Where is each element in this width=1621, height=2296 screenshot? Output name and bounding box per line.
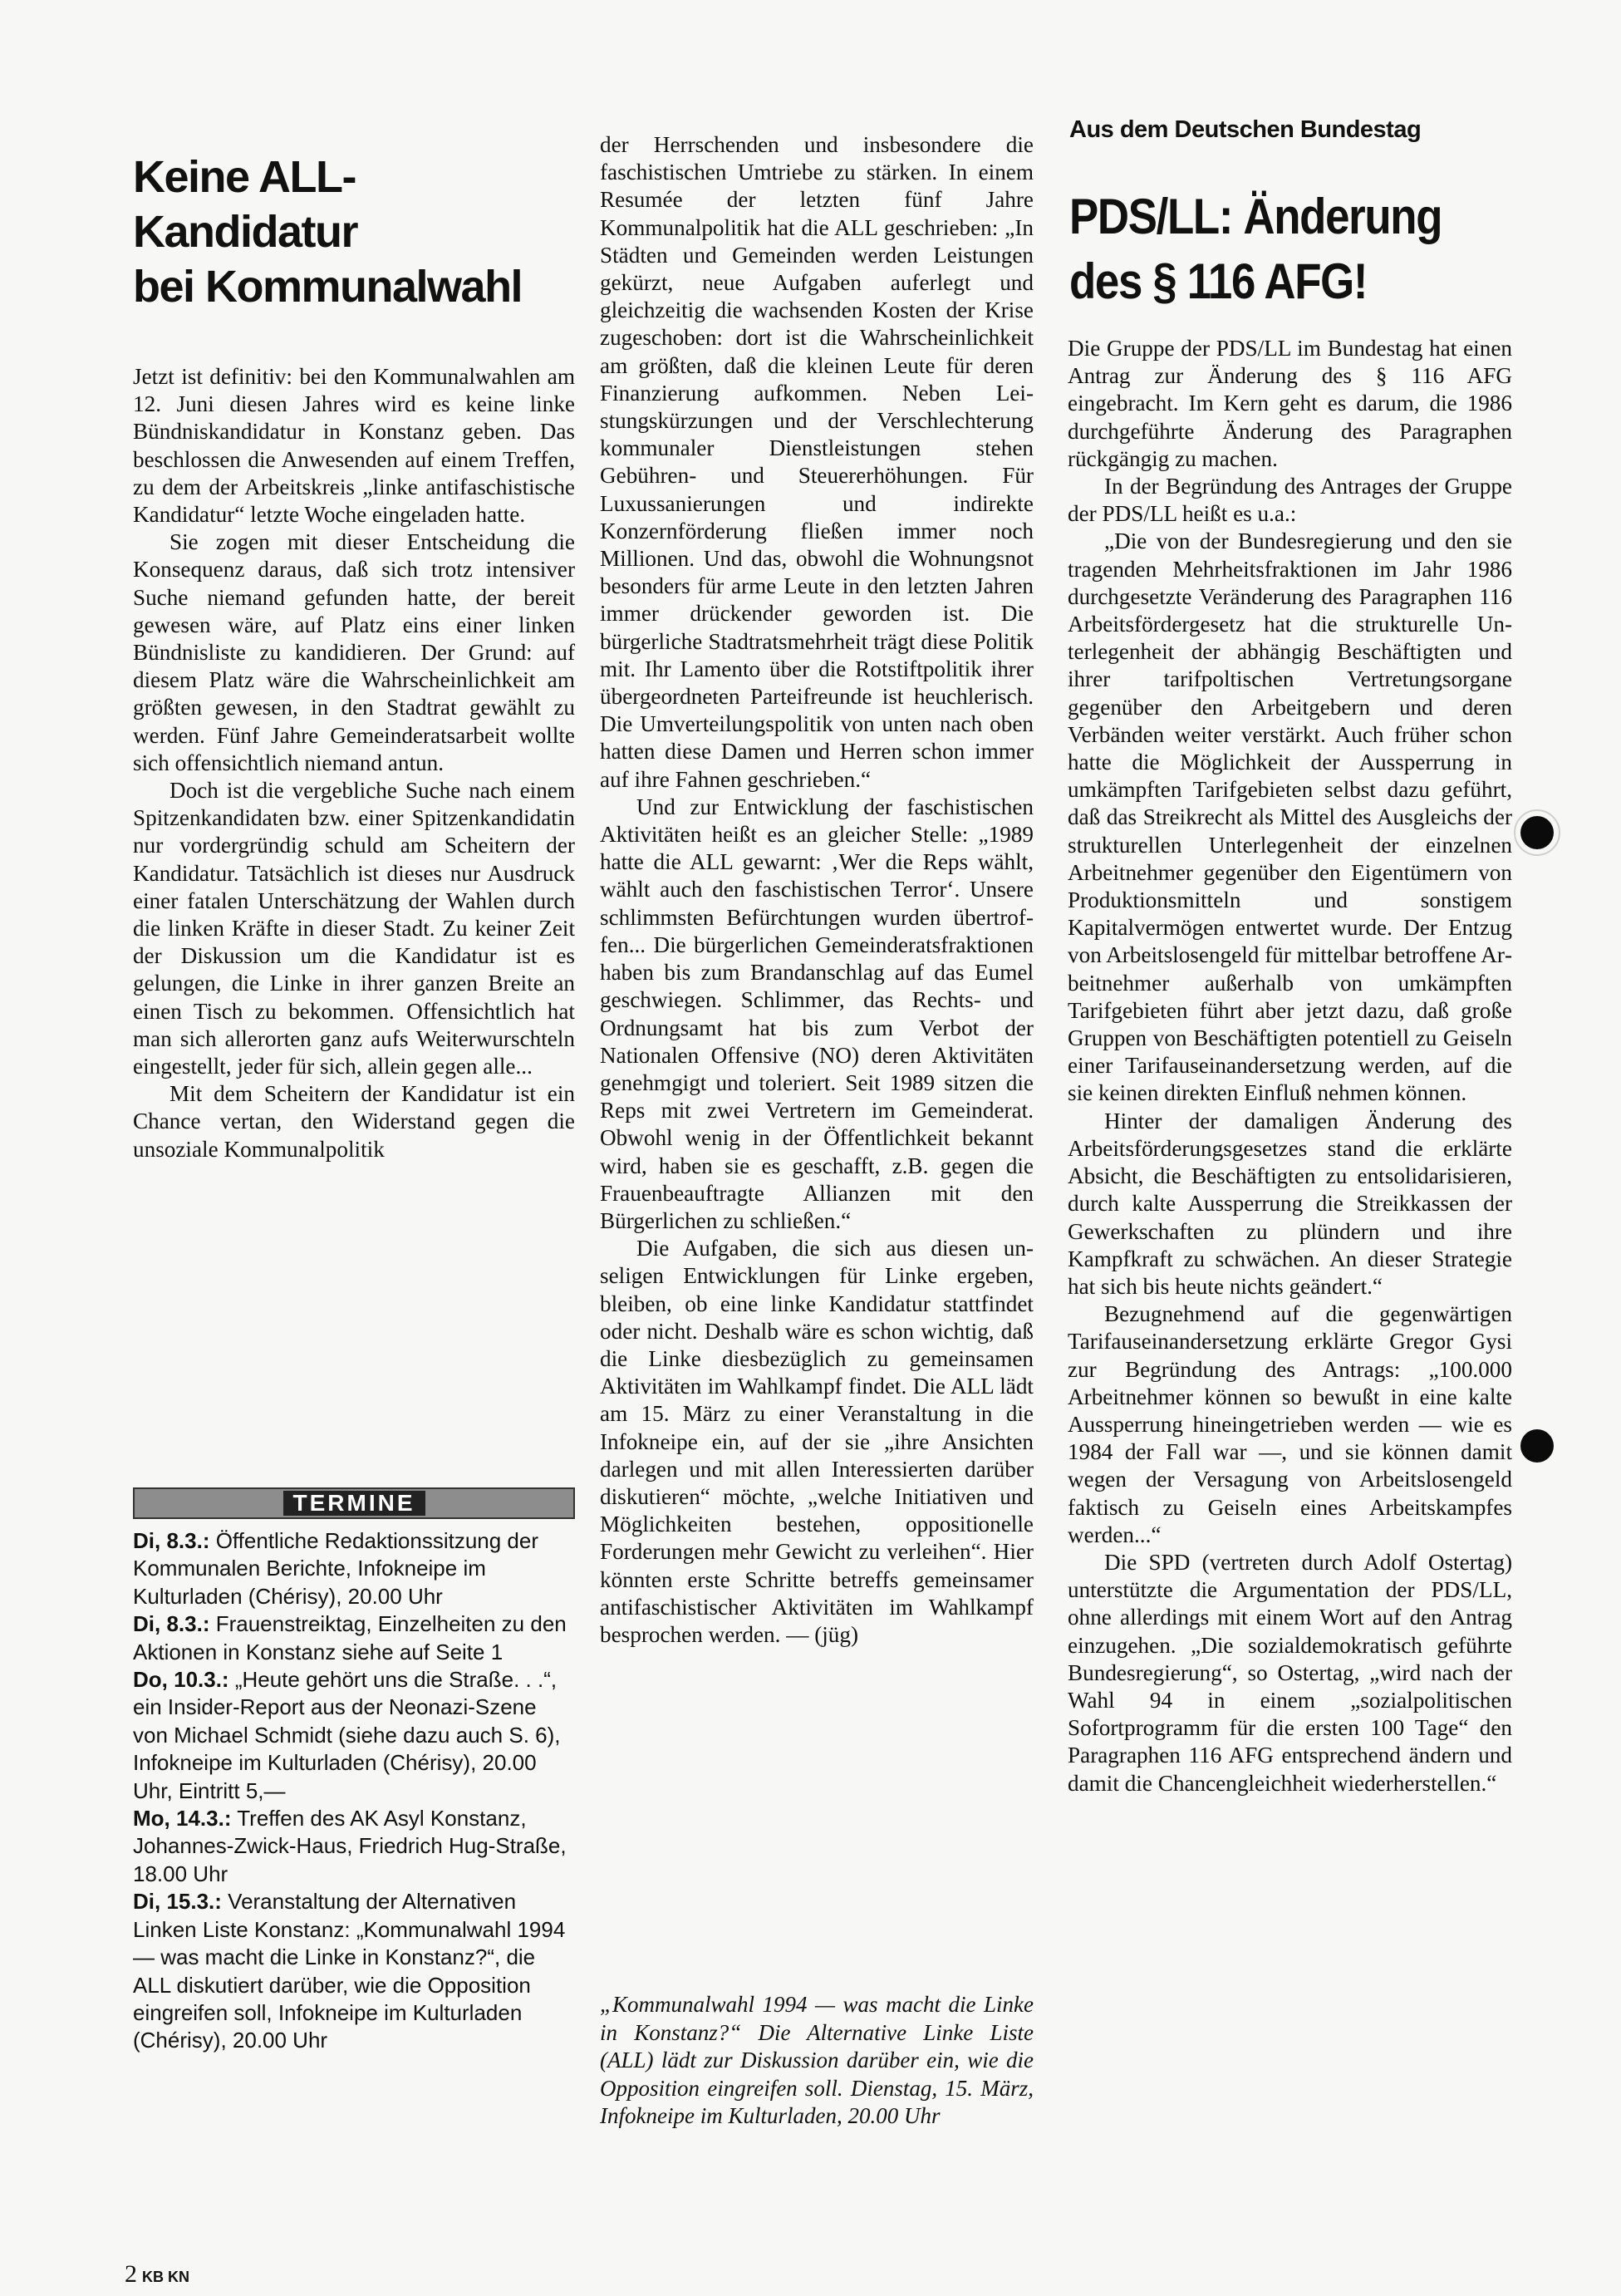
- termine-text: Frauenstreiktag, Einzelheiten zu den Aktionen in Konstanz siehe auf Seite 1: [133, 1611, 567, 1664]
- section-kicker: Aus dem Deutschen Bundestag: [1069, 116, 1422, 143]
- headline-line: Kandidatur: [133, 207, 358, 257]
- termine-item: [133, 1666, 575, 1805]
- paragraph: Sie zogen mit dieser Entscheidung die Konsequenz daraus, daß sich trotz intensiver Suche niemand gefunden hatte, der bereit gewesen wäre, auf Platz eins einer linken Bündnisliste zu kandidieren. Der Grund: auf diesem Platz wäre die Wahrscheinlichkeit am größten gewesen, in den Stadtrat gewählt zu werden. Fünf Jahre Gemeinderatsarbeit wollte sich offensichtlich niemand antun.: [133, 529, 575, 775]
- termine-date: Di, 8.3.:: [133, 1611, 210, 1637]
- page-number: 2: [125, 2260, 137, 2288]
- paragraph: Hinter der damaligen Änderung des Arbeitsförderungsgesetzes stand die erklärte Absicht, die Beschäftigten zu entsolidarisieren, durch kalte Aussperrung die Streikkassen der Gewerkschaften zu plündern und ihre Kampfkraft zu schwächen. An dieser Strategie hat sich bis heute nichts geändert.“: [1068, 1108, 1512, 1299]
- termine-date: Mo, 14.3.:: [133, 1806, 232, 1831]
- termine-header-bar: [133, 1487, 575, 1519]
- paragraph: In der Begründung des Antrages der Gruppe der PDS/LL heißt es u.a.:: [1068, 474, 1512, 527]
- headline-line: bei Kommunalwahl: [133, 262, 523, 312]
- paragraph: Mit dem Scheitern der Kandidatur ist ein Chance vertan, den Widerstand gegen die unsoziale Kommunalpolitik: [133, 1081, 575, 1162]
- termine-date: Do, 10.3.:: [133, 1667, 229, 1693]
- termine-date: Di, 15.3.:: [133, 1889, 222, 1915]
- paragraph: Doch ist die vergebliche Suche nach einem Spitzenkandidaten bzw. einer Spitzenkandidatin nur vordergründig schuld am Scheitern der Kandidatur. Tatsächlich ist dieses nur Ausdruck einer fatalen Unterschätzung der Wahlen durch die linken Kräfte in dieser Stadt. Zu keiner Zeit der Diskussion um die Kandidatur ist es gelungen, die Linke in ihrer ganzen Breite an einen Tisch zu bekommen. Offensichtlich hat man sich allerorten ganz aufs Weiterwurschteln eingestellt, jeder für sich, allein gegen alle...: [133, 778, 575, 1079]
- article-body-middle: [600, 131, 1034, 1649]
- article-body-right: [1068, 335, 1512, 1797]
- termine-item: [133, 1610, 575, 1666]
- termine-item: [133, 1805, 575, 1888]
- page-footer: [125, 2260, 189, 2289]
- article-headline-right: [1069, 184, 1479, 314]
- termine-item: [133, 1527, 575, 1610]
- paragraph: „Die von der Bundesregierung und den sie tragenden Mehrheitsfraktionen im Jahr 1986 durchgesetzte Veränderung des Paragraphen 116 Arbeitsfördergesetz hat die strukturelle Unterlegenheit der abhängig Beschäftigten und ihrer tarifpoltischen Vertretungsorgane gegenüber den Arbeitgebern und deren Verbänden weiter verstärkt. Auch früher schon hatte die Möglichkeit der Aussperrung in umkämpften Tarifgebieten selbst dazu geführt, daß das Streikrecht als Mittel des Ausgleichs der strukturellen Unterlegenheit der einzelnen Arbeitnehmer gegenüber den Eigentümern von Produktionsmitteln und sonstigem Kapitalvermögen entwertet wurde. Der Entzug von Arbeitslosengeld für mittelbar betroffene Arbeitnehmer außerhalb von umkämpften Tarifgebieten führt aber jetzt dazu, daß große Gruppen von Beschäftigten potentiell zu Geiseln einer Tarifauseinandersetzung werden, auf die sie keinen direkten Einfluß nehmen können.: [1068, 529, 1512, 1106]
- headline-line: des § 116 AFG!: [1069, 253, 1368, 309]
- headline-line: PDS/LL: Änderung: [1069, 189, 1442, 244]
- paragraph: Die Aufgaben, die sich aus diesen unseligen Entwicklungen für Linke ergeben, bleiben, ob eine linke Kandidatur stattfindet oder nicht. Deshalb wäre es schon wichtig, daß die Linke diesbezüglich zu gemeinsamen Aktivitäten im Wahlkampf findet. Die ALL lädt am 15. März zu einer Veranstaltung in die Infokneipe ein, auf der sie „ihre Ansichten darlegen und mit allen Interessierten darüber diskutieren“ möchte, „welche Initiativen und Möglichkeiten bestehen, oppositionelle Forderungen mehr Gewicht zu verleihen“. Hier könnten erste Schritte betreffs gemeinsamer antifaschistischer Aktivitäten im Wahlkampf besprochen werden. — (jüg): [600, 1236, 1034, 1647]
- paragraph: Die Gruppe der PDS/LL im Bundestag hat einen Antrag zur Änderung des § 116 AFG eingebracht. Im Kern geht es darum, die 1986 durchgeführte Änderung des Paragraphen rückgängig zu machen.: [1068, 336, 1512, 471]
- termine-box: [133, 1487, 575, 2055]
- article-headline: [133, 150, 582, 314]
- termine-text: Veranstaltung der Alternativen Linken Liste Konstanz: „Kommunalwahl 1994 — was macht die Linke in Konstanz?“, die ALL diskutiert darüber, wie die Opposition eingreifen soll, Infokneipe im Kulturladen (Chérisy), 20.00 Uhr: [133, 1889, 566, 2053]
- punch-hole: [1520, 1429, 1554, 1463]
- paragraph: Jetzt ist definitiv: bei den Kommunalwahlen am 12. Juni diesen Jahres wird es keine linke Bündniskandidatur in Konstanz geben. Das beschlossen die Anwesenden auf einem Treffen, zu dem der Arbeitskreis „linke antifaschistische Kandidatur“ letzte Woche eingeladen hatte.: [133, 364, 575, 528]
- paragraph: Und zur Entwicklung der faschistischen Aktivitäten heißt es an gleicher Stelle: „1989 hatte die ALL gewarnt: ‚Wer die Reps wählt, wählt auch den faschistischen Terror‘. Unsere schlimmsten Befürchtungen wurden übertroffen... Die bürgerlichen Gemeinderatsfraktionen haben bis zum Brandanschlag auf das Eumel geschwiegen. Schlimmer, das Rechts- und Ordnungsamt hat bis zum Verbot der Nationalen Offensive (NO) deren Aktivitäten genehmgigt und toleriert. Seit 1989 sitzen die Reps mit zwei Vertretern im Gemeinderat. Obwohl wenig in der Öffentlichkeit bekannt wird, haben sie es geschafft, z.B. gegen die Frauenbeauftragte Allianzen mit den Bürgerlichen zu schließen.“: [600, 794, 1034, 1233]
- paragraph: Bezugnehmend auf die gegenwärtigen Tarifauseinandersetzung erklärte Gregor Gysi zur Begründung des Antrags: „100.000 Arbeitnehmer können so bewußt in eine kalte Aussperrung hineingetrieben werden — wie es 1984 der Fall war —, und sie können damit wegen der Versagung von Arbeitslosengeld faktisch zu Geiseln eines Arbeitskampfes werden...“: [1068, 1301, 1512, 1547]
- termine-text: „Heute gehört uns die Straße. . .“, ein Insider-Report aus der Neonazi-Szene von Michael Schmidt (siehe dazu auch S. 6), Infokneipe im Kulturladen (Chérisy), 20.00 Uhr, Eintritt 5,—: [133, 1667, 561, 1803]
- headline-line: Keine ALL-: [133, 152, 356, 202]
- termine-text: Treffen des AK Asyl Konstanz, Johannes-Zwick-Haus, Friedrich Hug-Straße, 18.00 Uhr: [133, 1806, 567, 1886]
- termine-item: [133, 1888, 575, 2054]
- termine-text: Öffentliche Redaktionssitzung der Kommunalen Berichte, Infokneipe im Kulturladen (Chérisy), 20.00 Uhr: [133, 1528, 539, 1609]
- termine-list: [133, 1527, 575, 2055]
- paragraph: der Herrschenden und insbesondere die faschistischen Umtriebe zu stärken. In einem Resumée der letzten fünf Jahre Kommunalpolitik hat die ALL geschrieben: „In Städten und Gemeinden werden Leistungen gekürzt, neue Aufgaben auferlegt und gleichzeitig die wachsenden Kosten der Krise zugeschoben: dort ist die Wahrscheinlichkeit am größten, daß die kleinen Leute für deren Finanzierung aufkommen. Neben Leistungskürzungen und der Verschlechterung kommunaler Dienstleistungen stehen Gebühren- und Steuererhöhungen. Für Luxussanierungen und indirekte Konzernförderung fließen immer noch Millionen. Und das, obwohl die Wohnungsnot besonders für arme Leute in den letzten Jahren immer drückender geworden ist. Die bürgerliche Stadtratsmehrheit trägt diese Politik mit. Ihr Lamento über die Rotstiftpolitik ihrer übergeordneten Parteifreunde ist heuchlerisch. Die Umverteilungspolitik von unten nach oben hatten diese Damen und Herren schon immer auf ihre Fahnen geschrieben.“: [600, 132, 1034, 792]
- punch-hole: [1520, 816, 1554, 849]
- event-announcement: „Kommunalwahl 1994 — was macht die Linke in Konstanz?“ Die Alternative Linke Liste (ALL) lädt zur Diskussion darüber ein, wie die Opposition eingreifen soll. Dienstag, 15. März, Infokneipe im Kulturladen, 20.00 Uhr: [600, 1992, 1034, 2129]
- termine-date: Di, 8.3.:: [133, 1528, 210, 1553]
- termine-label: TERMINE: [283, 1491, 425, 1516]
- paragraph: Die SPD (vertreten durch Adolf Ostertag) unterstützte die Argumentation der PDS/LL, ohne allerdings mit einem Wort auf den Antrag einzugehen. „Die sozialdemokratisch geführte Bundesregierung“, so Ostertag, „wird nach der Wahl 94 in einem „sozialpolitischen Sofortprogramm für die ersten 100 Tage“ den Paragraphen 116 AFG entsprechend ändern und damit die Chancengleichheit wiederherstellen.“: [1068, 1549, 1512, 1796]
- publication-name: KB KN: [142, 2269, 189, 2285]
- article-body-left: [133, 363, 575, 1163]
